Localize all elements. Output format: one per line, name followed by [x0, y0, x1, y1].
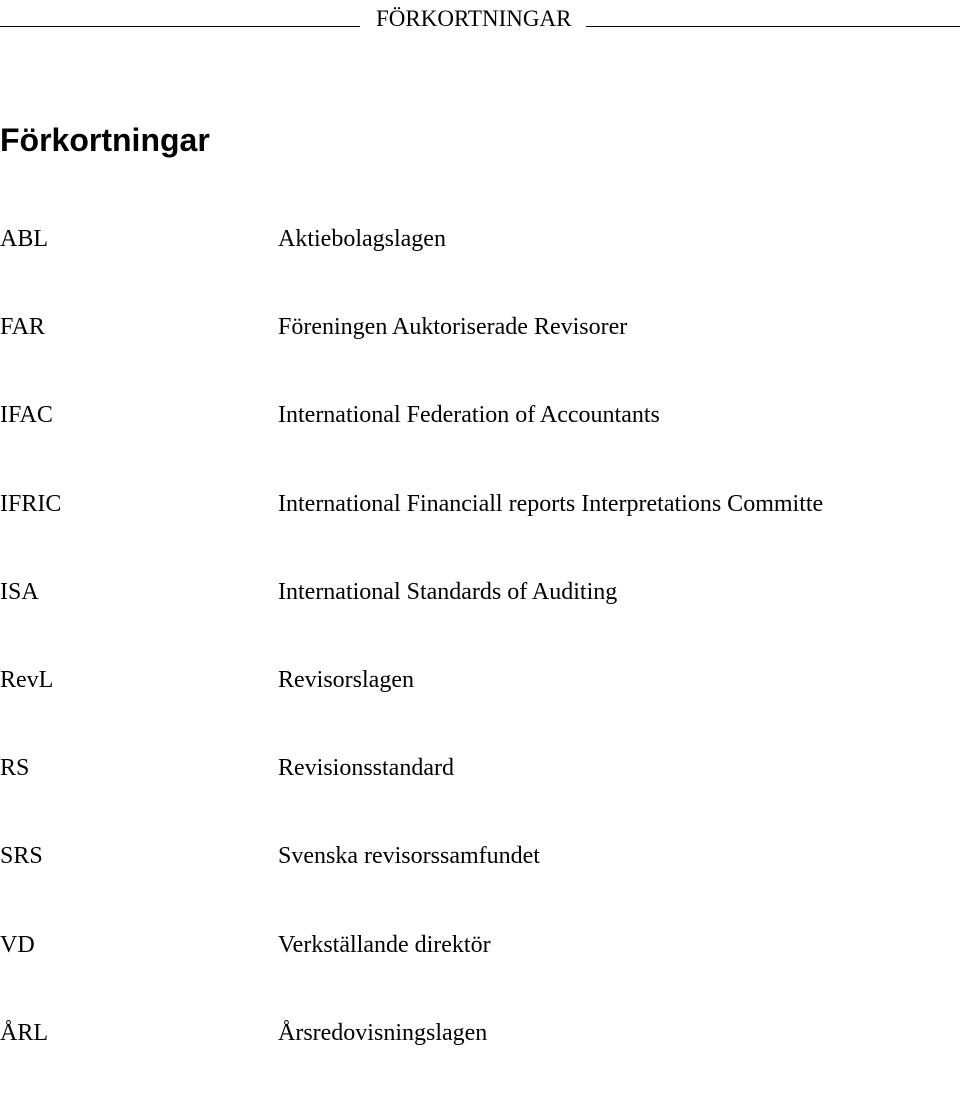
abbreviation-list [0, 222, 960, 1104]
abbreviation-row [0, 398, 960, 486]
abbreviation-row [0, 839, 960, 927]
page-title: Förkortningar [0, 122, 210, 158]
abbreviation-definition: Verkställande direktör [278, 931, 491, 958]
abbreviation-row [0, 575, 960, 663]
abbreviation-term: SRS [0, 843, 43, 870]
abbreviation-term: IFRIC [0, 490, 62, 517]
abbreviation-term: FAR [0, 314, 45, 341]
abbreviation-term: RevL [0, 666, 54, 693]
abbreviation-definition: Revisorslagen [278, 666, 414, 693]
abbreviation-definition: International Financiall reports Interpretations Committe [278, 490, 824, 517]
abbreviation-row [0, 751, 960, 839]
abbreviation-term: ISA [0, 578, 39, 605]
abbreviation-term: RS [0, 755, 30, 782]
abbreviation-definition: Svenska revisorssamfundet [278, 843, 540, 870]
abbreviation-term: ABL [0, 226, 48, 252]
running-header [0, 4, 960, 32]
abbreviation-definition: International Federation of Accountants [278, 402, 660, 429]
abbreviation-row [0, 222, 960, 310]
abbreviation-term: IFAC [0, 402, 53, 429]
abbreviation-definition: Årsredovisningslagen [278, 1019, 488, 1046]
abbreviation-term: ÅRL [0, 1019, 48, 1046]
abbreviation-row [0, 928, 960, 1016]
abbreviation-row [0, 487, 960, 575]
abbreviation-definition: Aktiebolagslagen [278, 226, 446, 252]
abbreviation-term: VD [0, 931, 35, 958]
abbreviation-definition: International Standards of Auditing [278, 578, 618, 605]
running-header-text: FÖRKORTNINGAR [376, 6, 572, 31]
header-rule-right [586, 26, 960, 27]
abbreviation-definition: Revisionsstandard [278, 755, 454, 782]
header-rule-left [0, 26, 360, 27]
abbreviation-definition: Föreningen Auktoriserade Revisorer [278, 314, 628, 341]
abbreviation-row [0, 1016, 960, 1104]
abbreviation-row [0, 310, 960, 398]
abbreviation-row [0, 663, 960, 751]
